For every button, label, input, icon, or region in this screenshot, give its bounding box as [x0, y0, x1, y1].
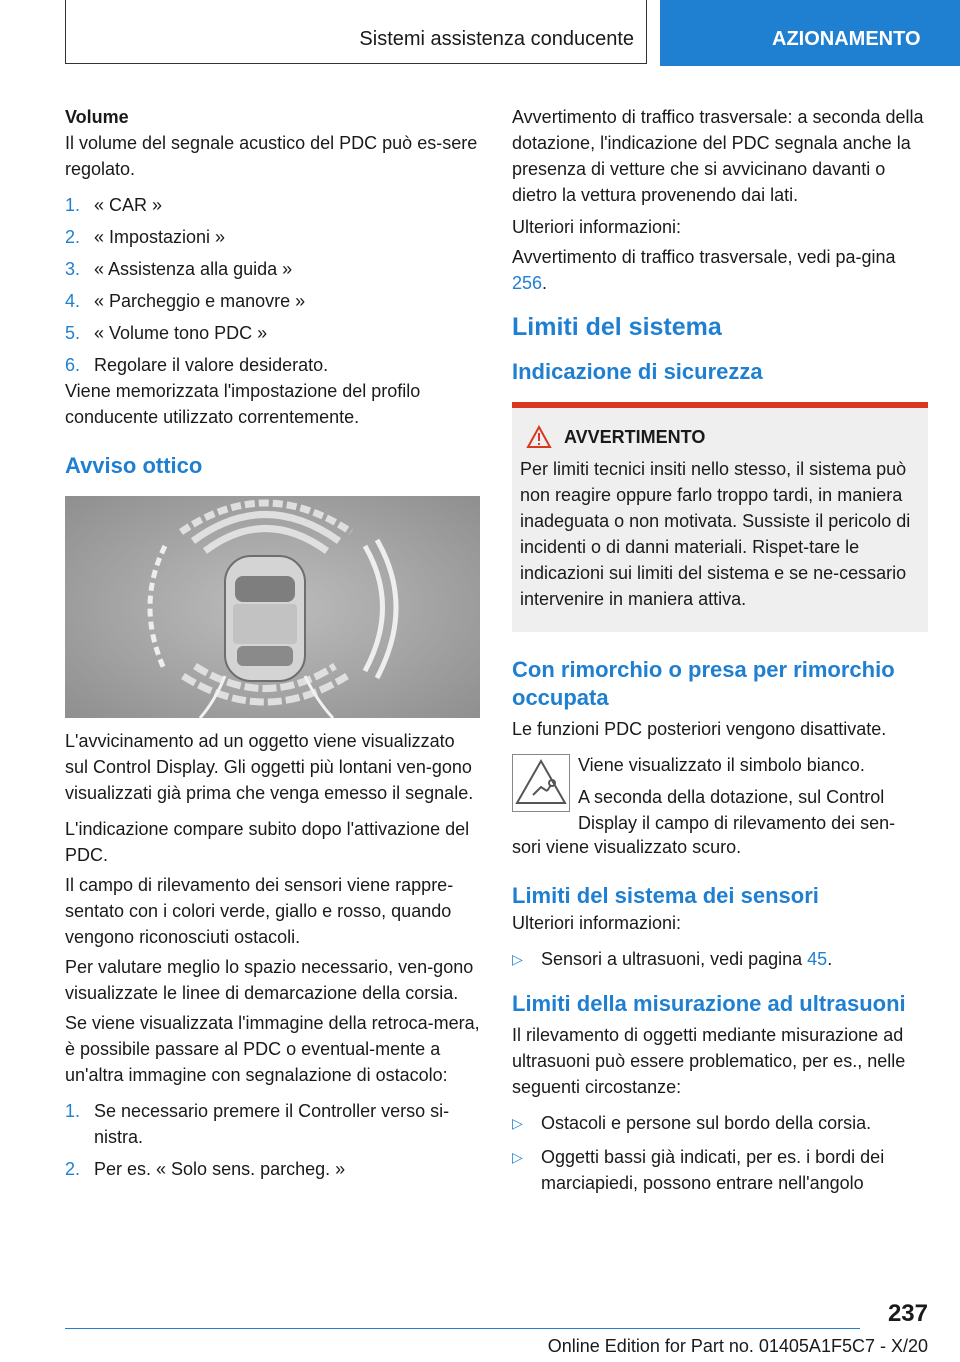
- volume-heading: Volume: [65, 107, 129, 127]
- page-header: [0, 0, 960, 66]
- symbol-text: A seconda della dotazione, sul Control Display il campo di rilevamento dei sen-: [578, 787, 896, 833]
- list-item: 4. « Parcheggio e manovre »: [65, 291, 306, 311]
- page-link-256[interactable]: 256: [512, 273, 543, 293]
- list-item: ▷ Ostacoli e persone sul bordo della corsia.: [512, 1113, 872, 1133]
- list-item: 1. « CAR »: [65, 195, 163, 215]
- list-item: ▷ Sensori a ultrasuoni, vedi pagina 45.: [512, 949, 833, 969]
- symbol-text-cont: sori viene visualizzato scuro.: [512, 837, 742, 857]
- more-info-label: Ulteriori informazioni:: [512, 217, 682, 237]
- page-number: 237: [887, 1300, 928, 1327]
- sensor-limits-heading: Limiti del sistema dei sensori: [512, 883, 819, 908]
- warning-box: [512, 402, 928, 632]
- ultrasound-heading: Limiti della misurazione ad ultrasuoni: [512, 991, 906, 1016]
- paragraph: L'avvicinamento ad un oggetto viene visualizzato sul Control Display. Gli oggetti più lontani ven-gono visualizzati già prima che venga emesso il segnale.: [65, 731, 474, 803]
- list-item: 5. « Volume tono PDC »: [65, 323, 268, 343]
- list-item: 2. « Impostazioni »: [65, 227, 226, 247]
- chapter-tab: [660, 0, 960, 66]
- avviso-heading: Avviso ottico: [65, 453, 203, 478]
- trailer-text: Le funzioni PDC posteriori vengono disattivate.: [512, 719, 887, 739]
- page-link-45[interactable]: 45: [807, 949, 828, 969]
- paragraph: L'indicazione compare subito dopo l'attivazione del PDC.: [65, 819, 470, 865]
- switch-steps: [65, 1098, 480, 1182]
- chapter-title: AZIONAMENTO: [772, 28, 921, 50]
- volume-text: Il volume del segnale acustico del PDC può es-sere regolato.: [65, 133, 478, 179]
- cross-ref: Avvertimento di traffico trasversale, vedi pa-gina 256.: [512, 247, 896, 293]
- section-header: [65, 0, 647, 64]
- warning-text: Per limiti tecnici insiti nello stesso, il sistema può non reagire oppure farlo troppo tardi, in maniera inadeguata o non motivata. Sussiste il pericolo di incidenti o di danni materiali. Rispet-tare le indicazioni sui limiti del sistema e se ne-cessario intervenire in maniera attiva.: [520, 459, 911, 609]
- list-item: 6. Regolare il valore desiderato.: [65, 355, 329, 375]
- limits-heading: Limiti del sistema: [512, 313, 722, 341]
- pdc-display-image: [65, 496, 480, 718]
- section-title: Sistemi assistenza conducente: [359, 28, 634, 50]
- paragraph: Se viene visualizzata l'immagine della retroca-mera, è possibile passare al PDC o eventual-mente a un'altra immagine con segnalazione di ostacolo:: [65, 1013, 480, 1085]
- left-column: [65, 104, 480, 1182]
- list-item: 1. Se necessario premere il Controller verso si-nistra.: [65, 1101, 450, 1147]
- symbol-text: Viene visualizzato il simbolo bianco.: [578, 755, 865, 775]
- list-item: 2. Per es. « Solo sens. parcheg. »: [65, 1159, 346, 1179]
- parking-sensor-illustration: [65, 496, 480, 718]
- volume-steps: [65, 192, 480, 378]
- paragraph: Per valutare meglio lo spazio necessario, ven-gono visualizzate le linee di demarcazione della corsia.: [65, 957, 474, 1003]
- list-item: ▷ Oggetti bassi già indicati, per es. i bordi dei marciapiedi, possono entrare nell'angolo: [512, 1147, 885, 1193]
- warning-title: AVVERTIMENTO: [520, 424, 920, 450]
- sensor-more-info: Ulteriori informazioni:: [512, 913, 682, 933]
- trailer-warning-symbol: [512, 754, 570, 812]
- trailer-heading: Con rimorchio o presa per rimorchio occupata: [512, 657, 895, 710]
- list-item: 3. « Assistenza alla guida »: [65, 259, 293, 279]
- right-column: [512, 104, 928, 1196]
- paragraph: Il campo di rilevamento dei sensori viene rappre-sentato con i colori verde, giallo e rosso, quando vengono riconosciuti ostacoli.: [65, 875, 454, 947]
- symbol-row: [512, 752, 928, 836]
- ultrasound-text: Il rilevamento di oggetti mediante misurazione ad ultrasuoni può essere problematico, per es., nelle seguenti circostanze:: [512, 1025, 906, 1097]
- safety-heading: Indicazione di sicurezza: [512, 359, 763, 384]
- footer-divider: [65, 1328, 860, 1329]
- cross-traffic-text: Avvertimento di traffico trasversale: a seconda della dotazione, l'indicazione del PDC segnala anche la presenza di vetture che si avvicinano davanti o dietro la vettura provenendo dai lati.: [512, 107, 924, 205]
- memo-text: Viene memorizzata l'impostazione del profilo conducente utilizzato correntemente.: [65, 381, 421, 427]
- sensor-list: [512, 946, 928, 972]
- ultrasound-list: [512, 1110, 928, 1196]
- trailer-hitch-icon: [513, 755, 569, 811]
- footer-edition: Online Edition for Part no. 01405A1F5C7 - X/20: [547, 1336, 928, 1356]
- warning-triangle-icon: [526, 425, 552, 449]
